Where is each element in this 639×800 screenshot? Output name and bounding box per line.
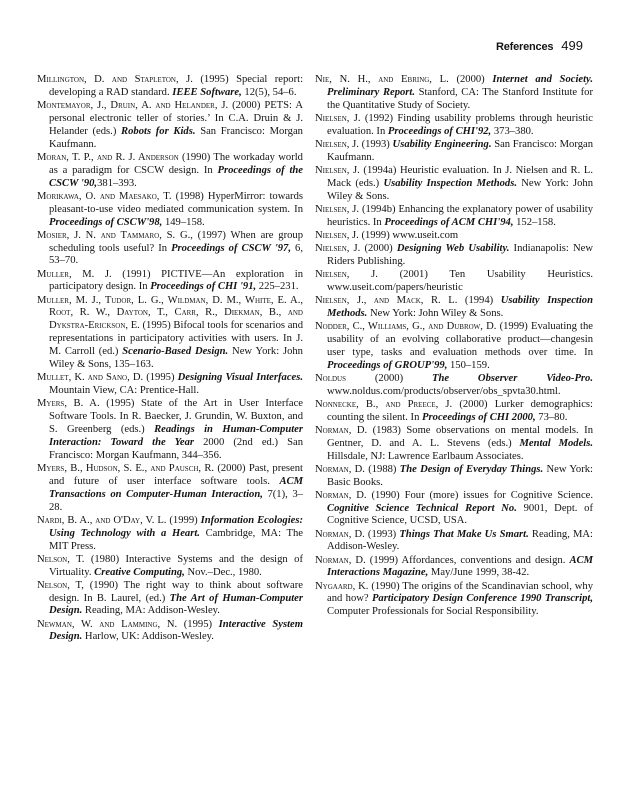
reference-details: 381–393. (97, 177, 137, 189)
reference-title: Proceedings of GROUP'99, (327, 359, 448, 371)
reference-details: 9001, Dept. of Cognitive Science, UCSD, USA. (327, 502, 593, 527)
reference-title: Proceedings of CHI '91, (150, 281, 257, 293)
reference-authors: Nielsen, J. (315, 229, 359, 241)
reference-text: (1995) State of the Art in User Interface Software Tools. In R. Baecker, J. Grundin, W. Buxton, and S. Greenberg (eds.) (49, 398, 303, 435)
reference-details: Indianapolis: New Riders Publishing. (327, 242, 594, 267)
reference-details: Hillsdale, NJ: Lawrence Earlbaum Associates. (327, 450, 524, 462)
reference-details: Mountain View, CA: Prentice-Hall. (49, 385, 200, 397)
reference-title: Proceedings of CSCW'98, (49, 216, 163, 228)
reference-details: Reading, MA: Addison-Wesley. (82, 605, 220, 617)
reference-title: Proceedings of CHI 2000, (422, 411, 536, 423)
reference-entry (315, 295, 593, 321)
reference-entry (37, 554, 303, 580)
reference-entry (315, 321, 593, 373)
reference-text: (1990) Four (more) issues for Cognitive Science. (366, 489, 593, 501)
reference-authors: Nielsen, J. (315, 268, 378, 280)
reference-entry (315, 269, 593, 295)
reference-authors: Nodder, C., Williams, G., and Dubrow, D. (315, 320, 497, 332)
reference-entry (37, 580, 303, 619)
reference-title: Usability Inspection Methods. (383, 177, 517, 189)
reference-text: (1992) Finding usability problems through heuristic evaluation. In (327, 112, 593, 137)
reference-text: (1999) www.useit.com (358, 229, 459, 241)
reference-authors: Mullet, K. and Sano, D. (37, 372, 144, 384)
section-title: References (495, 41, 554, 53)
reference-title: ACM Interactions Magazine, (327, 554, 593, 579)
reference-title: Proceedings of ACM CHI'94, (384, 216, 514, 228)
reference-entry (315, 139, 593, 165)
left-reference-column (37, 74, 303, 645)
reference-title: The Observer Video-Pro. (431, 372, 593, 384)
reference-text: (1990) The right way to think about software design. In B. Laurel, (ed.) (49, 579, 303, 604)
reference-authors: Moran, T. P., and R. J. Anderson (37, 151, 179, 163)
reference-entry (315, 204, 593, 230)
reference-entry (315, 581, 593, 620)
reference-text: (2001) Ten Usability Heuristics. www.useit.com/papers/heuristic (327, 268, 594, 293)
reference-entry (315, 230, 593, 243)
reference-title: Designing Web Usability. (396, 242, 510, 254)
reference-authors: Mosier, J. N. and Tammaro, S. G., (37, 229, 193, 241)
reference-details: 2000 (2nd ed.) San Francisco: Morgan Kaufmann, 344–356. (49, 436, 303, 461)
reference-entry (315, 490, 593, 529)
reference-authors: Norman, D. (315, 554, 366, 566)
reference-text: (1983) Some observations on mental models. In Gentner, D. and A. L. Stevens (eds.) (327, 424, 593, 449)
reference-text: (2000) Lurker demographics: counting the silent. In (327, 398, 593, 423)
reference-title: Things That Make Us Smart. (399, 528, 529, 540)
reference-authors: Norman, D. (315, 424, 368, 436)
reference-details: 152–158. (513, 216, 556, 228)
reference-entry (315, 373, 593, 399)
reference-title: Proceedings of the CSCW '90, (49, 164, 303, 189)
reference-title: Mental Models. (519, 437, 593, 449)
reference-authors: Muller, M. J., Tudor, L. G., Wildman, D. M., White, E. A., Root, R. W., Dayton, T., Carr, R., Diekman, B., and Dykstra-Erickson, E. (37, 294, 303, 332)
reference-text: (1988) (364, 463, 400, 475)
reference-title: The Art of Human-Computer Design. (49, 592, 303, 617)
reference-entry (37, 398, 303, 463)
reference-title: Robots for Kids. (121, 125, 196, 137)
reference-text: (1994a) Heuristic evaluation. In J. Nielsen and R. L. Mack (eds.) (327, 164, 593, 189)
reference-text: (1995) Special report: developing a RAD standard. (49, 74, 304, 98)
reference-text: (2000) Past, present and future of user interface software tools. (49, 462, 304, 487)
reference-entry (37, 619, 303, 645)
reference-entry (315, 74, 593, 113)
reference-details: New York: John Wiley & Sons. (367, 307, 504, 319)
reference-text: (1993) (358, 138, 393, 150)
reference-title: Cognitive Science Technical Report No. (327, 502, 517, 514)
reference-details: 373–380. (491, 125, 534, 137)
reference-text: (1993) (364, 528, 400, 540)
reference-title: IEEE Software, (172, 86, 242, 98)
reference-authors: Noldus (315, 372, 346, 384)
reference-entry (37, 230, 303, 269)
reference-title: Participatory Design Conference 1990 Transcript, (371, 593, 593, 605)
reference-authors: Nonnecke, B., and Preece, J. (315, 398, 453, 410)
reference-authors: Myers, B., Hudson, S. E., and Pausch, R. (37, 462, 215, 474)
reference-text: (1994) (457, 294, 501, 306)
reference-text: (1998) HyperMirror: towards pleasant-to-use video mediated communication system. In (49, 190, 304, 215)
reference-title: Proceedings of CSCW '97, (171, 242, 292, 254)
reference-text: (1995) Bifocal tools for scenarios and representations in participatory activities with users. In J. M. Carroll (ed.) (49, 320, 303, 358)
reference-entry (37, 152, 303, 191)
reference-entry (315, 399, 593, 425)
reference-details: San Francisco: Morgan Kaufmann. (327, 138, 593, 163)
reference-text: (1995) (177, 618, 219, 630)
reference-details: 149–158. (162, 216, 205, 228)
reference-authors: Nielsen, J. (315, 138, 359, 150)
reference-title: Readings in Human-Computer Interaction: Toward the Year (49, 423, 303, 448)
reference-title: The Design of Everyday Things. (399, 463, 544, 475)
reference-details: 12(5), 54–6. (241, 86, 297, 98)
reference-title: Proceedings of CHI'92, (387, 125, 492, 137)
reference-authors: Morikawa, O. and Maesako, T. (37, 190, 172, 202)
reference-details: New York: John Wiley & Sons. (327, 177, 593, 202)
reference-title: Usability Inspection Methods. (327, 294, 593, 319)
reference-details: 225–231. (256, 281, 299, 293)
reference-title: Internet and Society. Preliminary Report. (327, 74, 593, 98)
reference-authors: Montemayor, J., Druin, A. and Helander, J. (37, 100, 229, 111)
reference-authors: Nielsen, J. (315, 164, 360, 176)
reference-authors: Nelson, T. (37, 553, 85, 565)
reference-title: Designing Visual Interfaces. (177, 372, 304, 384)
reference-details: Stanford, CA: The Stanford Institute for the Quantitative Study of Society. (327, 86, 593, 111)
reference-authors: Nie, N. H., and Ebring, L. (315, 74, 449, 85)
reference-entry (37, 372, 303, 398)
reference-entry (37, 463, 303, 515)
reference-entry (315, 243, 593, 269)
reference-details: Cambridge, MA: The MIT Press. (49, 527, 303, 552)
reference-details: May/June 1999, 38-42. (428, 567, 530, 579)
reference-text: (2000) PETS: A personal electronic teller of stories.’ In C.A. Druin & J. Helander (eds.) (49, 100, 303, 137)
reference-entry (315, 113, 593, 139)
reference-details: Reading, MA: Addison-Wesley. (327, 528, 593, 553)
page-number: 499 (561, 38, 583, 53)
reference-entry (315, 464, 593, 490)
reference-authors: Nielsen, J. (315, 242, 361, 254)
reference-authors: Myers, B. A. (37, 398, 100, 410)
reference-authors: Nielsen, J. (315, 203, 360, 215)
reference-title: Interactive System Design. (49, 618, 303, 643)
reference-details: www.noldus.com/products/observer/obs_spvta30.html. (327, 385, 561, 397)
reference-details: 150–159. (447, 359, 490, 371)
reference-details: Nov.–Dec., 1980. (184, 566, 262, 578)
reference-entry (315, 425, 593, 464)
reference-details: Harlow, UK: Addison-Wesley. (82, 631, 214, 643)
reference-details: 7(1), 3–28. (49, 488, 303, 513)
reference-title: Scenario-Based Design. (122, 346, 229, 358)
reference-text: (1990) The origins of the Scandinavian school, why and how? (327, 580, 593, 605)
reference-text: (1980) Interactive Systems and the design of Virtuality. (49, 553, 303, 578)
reference-text: (1999) Evaluating the usability of an evolving collaborative product––changesin user type, tasks and evaluation methods over time. In (327, 320, 593, 358)
reference-entry (37, 74, 303, 100)
reference-text: (1995) (143, 372, 178, 384)
reference-title: Usability Engineering. (392, 138, 492, 150)
reference-title: ACM Transactions on Computer-Human Interaction, (49, 475, 303, 500)
reference-authors: Norman, D. (315, 528, 365, 540)
reference-entry (315, 529, 593, 555)
reference-entry (315, 165, 593, 204)
reference-entry (37, 191, 303, 230)
reference-title: Information Ecologies: Using Technology with a Heart. (49, 514, 304, 539)
reference-authors: Nielsen, J. (315, 112, 361, 124)
reference-authors: Nielsen, J., and Mack, R. L. (315, 294, 458, 306)
reference-authors: Millington, D. and Stapleton, J. (37, 74, 193, 85)
reference-details: Computer Professionals for Social Responsibility. (327, 606, 539, 618)
reference-text: (2000) (360, 242, 397, 254)
reference-authors: Newman, W. and Lamming, N. (37, 618, 178, 630)
reference-entry (37, 269, 303, 295)
right-reference-column (315, 74, 593, 619)
running-header (496, 38, 583, 53)
reference-text: (1999) Affordances, conventions and design. (365, 554, 570, 566)
reference-authors: Norman, D. (315, 463, 365, 475)
reference-details: New York: Basic Books. (327, 463, 593, 488)
reference-text: (1999) (166, 514, 201, 526)
reference-details: New York: John Wiley & Sons, 135–163. (49, 346, 303, 371)
reference-title: Creative Computing, (94, 566, 185, 578)
reference-entry (37, 295, 303, 372)
reference-entry (37, 515, 303, 554)
reference-text: (1997) When are group scheduling tools useful? In (49, 229, 303, 254)
reference-details: 6, 53–70. (49, 242, 303, 267)
reference-authors: Nardi, B. A., and O'Day, V. L. (37, 514, 167, 526)
reference-authors: Norman, D. (315, 489, 367, 501)
reference-text: (2000) (346, 372, 432, 384)
reference-entry (315, 555, 593, 581)
reference-text: (2000) (448, 74, 493, 85)
reference-text: (1994b) Enhancing the explanatory power of usability heuristics. In (327, 203, 594, 228)
reference-text: (1990) The workaday world as a paradigm for CSCW design. In (49, 151, 303, 176)
reference-authors: Nygaard, K. (315, 580, 369, 592)
reference-authors: Muller, M. J. (37, 268, 112, 280)
reference-text: (1991) PICTIVE—An exploration in participatory design. In (49, 268, 303, 293)
reference-authors: Nelson, T, (37, 579, 84, 591)
reference-entry (37, 100, 303, 152)
reference-details: 73–80. (535, 411, 568, 423)
reference-details: San Francisco: Morgan Kaufmann. (49, 125, 303, 150)
